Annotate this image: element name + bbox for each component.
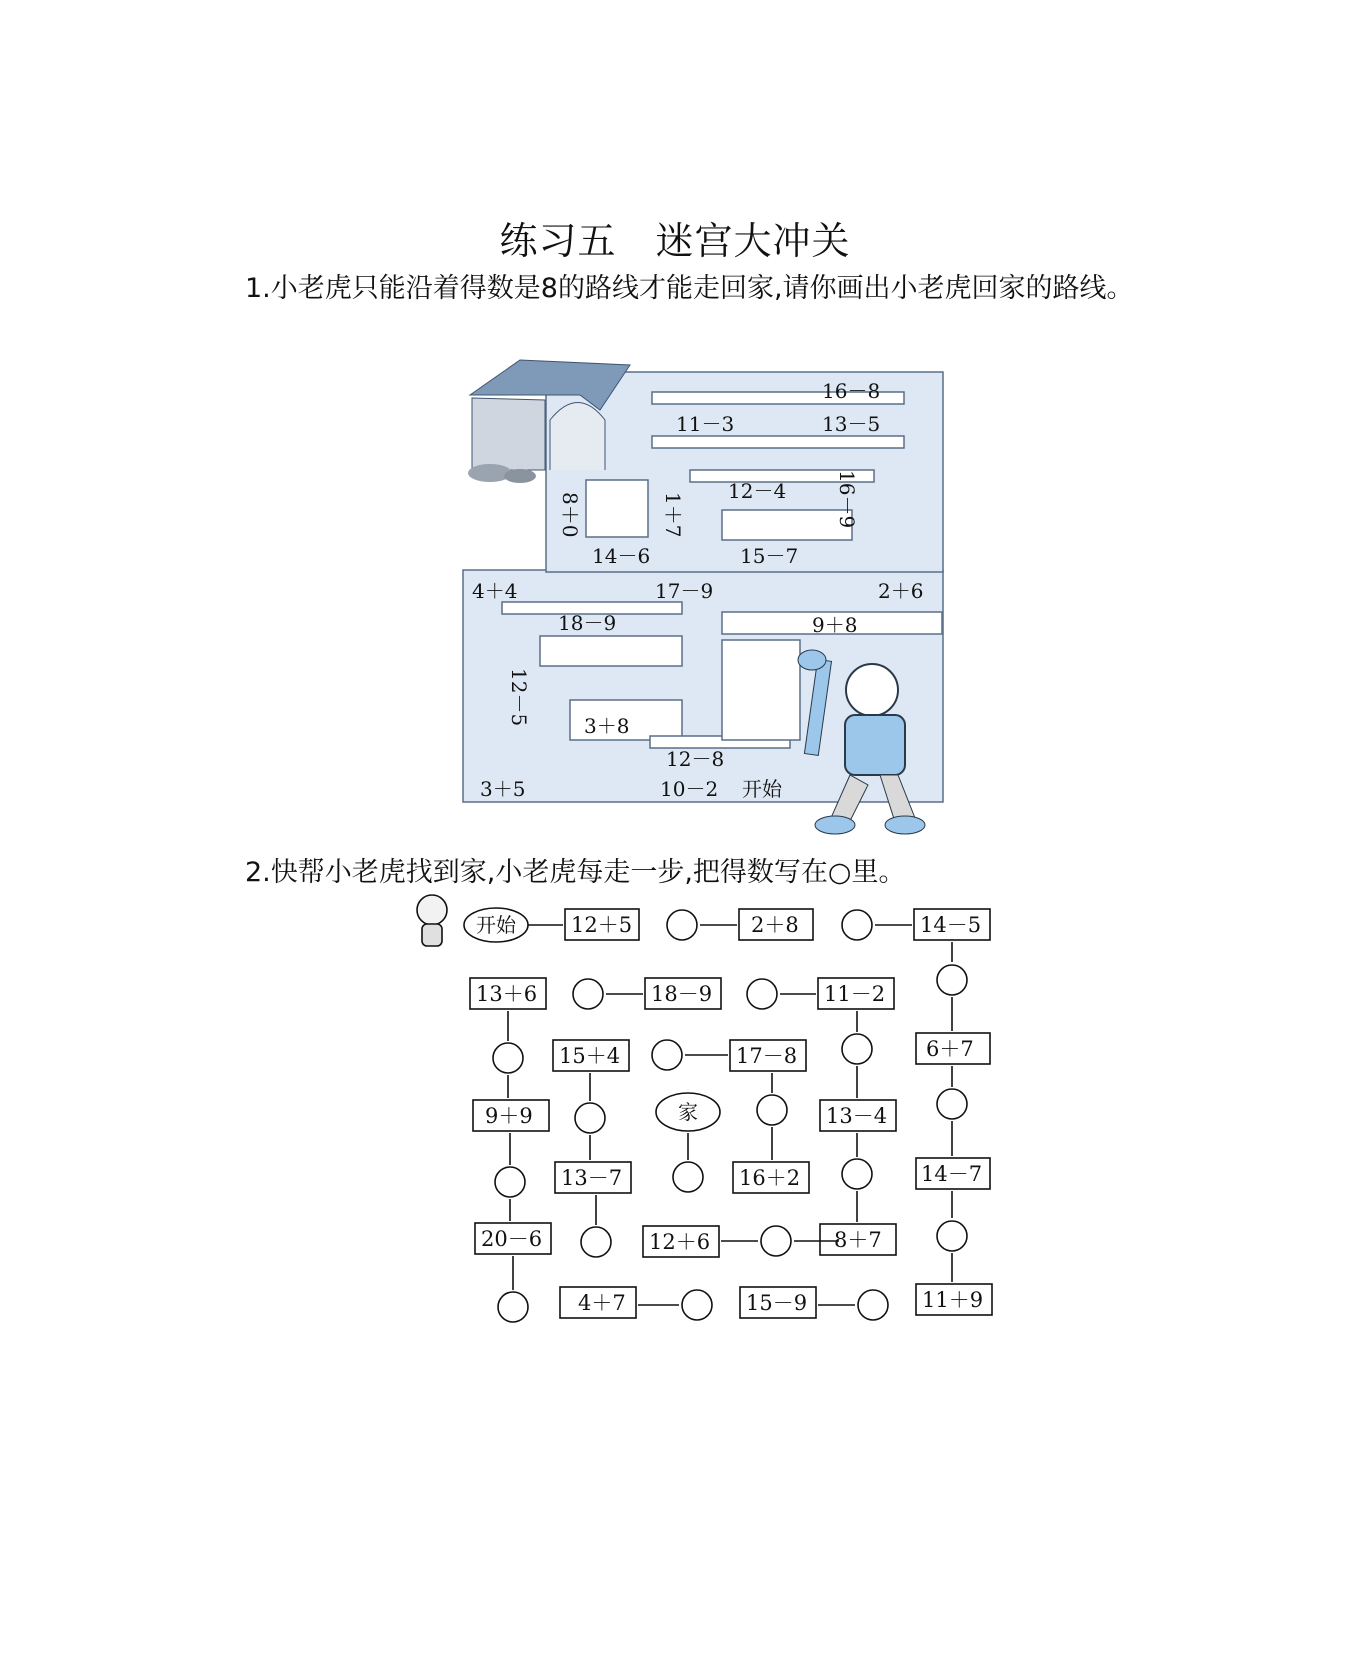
box-label: 13＋6 bbox=[476, 982, 538, 1006]
maze-label: 10－2 bbox=[660, 777, 719, 801]
box-label: 12＋6 bbox=[649, 1230, 711, 1254]
box-label: 17－8 bbox=[736, 1044, 798, 1068]
flow-text bbox=[476, 913, 983, 1315]
question-2: 2.快帮小老虎找到家,小老虎每走一步,把得数写在○里。 bbox=[245, 857, 906, 888]
small-tiger-icon bbox=[417, 895, 447, 946]
box-label: 16＋2 bbox=[739, 1166, 801, 1190]
page-title: 练习五 迷宫大冲关 bbox=[499, 219, 851, 263]
box-label: 9＋9 bbox=[485, 1104, 533, 1128]
box-label: 4＋7 bbox=[578, 1291, 626, 1315]
maze-label: 2＋6 bbox=[878, 579, 924, 603]
box-label: 14－5 bbox=[920, 913, 982, 937]
maze-label: 16－9 bbox=[835, 470, 859, 529]
maze-label: 9＋8 bbox=[812, 613, 858, 637]
box-label: 11＋9 bbox=[922, 1288, 984, 1312]
maze bbox=[463, 360, 943, 834]
home-label: 家 bbox=[678, 1100, 698, 1124]
box-label: 13－4 bbox=[826, 1104, 888, 1128]
maze-label: 3＋5 bbox=[480, 777, 526, 801]
start-label: 开始 bbox=[476, 913, 516, 937]
maze-label: 12－4 bbox=[728, 479, 787, 503]
box-label: 8＋7 bbox=[834, 1228, 882, 1252]
box-label: 18－9 bbox=[651, 982, 713, 1006]
box-label: 15－9 bbox=[746, 1291, 808, 1315]
answer-boxes bbox=[470, 909, 992, 1318]
box-label: 13－7 bbox=[561, 1166, 623, 1190]
maze-label: 13－5 bbox=[822, 412, 881, 436]
maze-label: 17－9 bbox=[655, 579, 714, 603]
maze-label: 14－6 bbox=[592, 544, 651, 568]
box-label: 11－2 bbox=[824, 982, 886, 1006]
question-1: 1.小老虎只能沿着得数是8的路线才能走回家,请你画出小老虎回家的路线。 bbox=[245, 273, 1134, 304]
maze-label: 15－7 bbox=[740, 544, 799, 568]
maze-label: 3＋8 bbox=[584, 714, 630, 738]
box-label: 12＋5 bbox=[571, 913, 633, 937]
maze-label: 16－8 bbox=[822, 379, 881, 403]
maze-label: 1＋7 bbox=[661, 492, 685, 538]
maze-label: 18－9 bbox=[558, 611, 617, 635]
box-label: 2＋8 bbox=[751, 913, 799, 937]
box-label: 14－7 bbox=[921, 1162, 983, 1186]
box-label: 15＋4 bbox=[559, 1044, 621, 1068]
maze-label: 4＋4 bbox=[472, 579, 518, 603]
maze-label: 12－8 bbox=[666, 747, 725, 771]
maze-start-label: 开始 bbox=[742, 777, 782, 801]
box-label: 6＋7 bbox=[926, 1037, 974, 1061]
maze-label: 8＋0 bbox=[558, 492, 582, 538]
box-label: 20－6 bbox=[481, 1227, 543, 1251]
maze-label: 12－5 bbox=[507, 668, 531, 727]
maze-label: 11－3 bbox=[676, 412, 735, 436]
